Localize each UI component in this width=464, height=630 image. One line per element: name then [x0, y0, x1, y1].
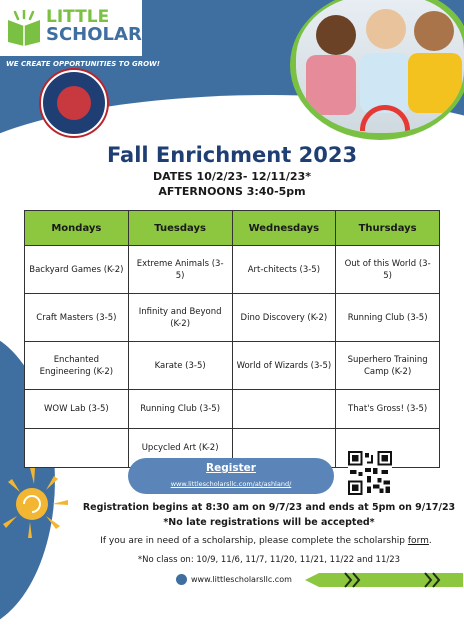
scholarship-notice	[68, 536, 464, 546]
schedule-header-row	[25, 211, 440, 246]
footer-website[interactable]	[176, 575, 292, 584]
table-cell: Running Club (3-5)	[336, 294, 440, 342]
table-row	[25, 294, 440, 342]
ashland-elementary-seal	[41, 70, 107, 136]
little-scholars-logo	[0, 0, 155, 56]
footer-website-link[interactable]: www.littlescholarsllc.com	[191, 575, 292, 584]
table-cell: Dino Discovery (K-2)	[232, 294, 336, 342]
table-cell	[232, 390, 336, 429]
session-times: AFTERNOONS 3:40-5pm	[158, 185, 306, 198]
register-link[interactable]: www.littlescholarsllc.com/at/ashland/	[170, 480, 292, 488]
table-cell: That's Gross! (3-5)	[336, 390, 440, 429]
table-cell: Superhero Training Camp (K-2)	[336, 342, 440, 390]
table-cell: Enchanted Engineering (K-2)	[25, 342, 129, 390]
table-row	[25, 390, 440, 429]
qr-code-icon	[348, 451, 392, 495]
table-cell: Karate (3-5)	[128, 342, 232, 390]
scholarship-suffix: .	[428, 536, 432, 546]
register-button[interactable]	[128, 458, 334, 494]
table-cell: Out of this World (3-5)	[336, 246, 440, 294]
table-cell: Extreme Animals (3-5)	[128, 246, 232, 294]
table-cell: Running Club (3-5)	[128, 390, 232, 429]
page-title: Fall Enrichment 2023	[106, 143, 358, 167]
registration-window: Registration begins at 8:30 am on 9/7/23 and ends at 5pm on 9/17/23	[82, 502, 456, 513]
table-cell: Art-chitects (3-5)	[232, 246, 336, 294]
schedule-table	[24, 210, 440, 468]
table-cell	[25, 429, 129, 468]
sun-icon	[2, 466, 74, 538]
header-tuesdays: Tuesdays	[128, 211, 232, 246]
crayon-icon	[305, 570, 463, 590]
table-row	[25, 246, 440, 294]
tagline: WE CREATE OPPORTUNITIES TO GROW!	[6, 60, 160, 68]
table-cell: Craft Masters (3-5)	[25, 294, 129, 342]
scholarship-form-link[interactable]: form	[407, 536, 429, 546]
children-photo	[290, 0, 464, 140]
scholarship-text: If you are in need of a scholarship, please complete the scholarship	[100, 536, 408, 546]
logo-line-1: LITTLE	[46, 7, 110, 27]
session-dates: DATES 10/2/23- 12/11/23*	[153, 170, 311, 183]
table-row	[25, 342, 440, 390]
header-mondays: Mondays	[25, 211, 129, 246]
seal-emblem	[57, 86, 91, 120]
table-cell: Infinity and Beyond (K-2)	[128, 294, 232, 342]
logo-line-2: SCHOLARS	[46, 24, 155, 45]
register-label[interactable]: Register	[206, 462, 256, 474]
no-class-dates: *No class on: 10/9, 11/6, 11/7, 11/20, 11/21, 11/22 and 11/23	[137, 555, 401, 565]
table-cell: WOW Lab (3-5)	[25, 390, 129, 429]
table-cell: Backyard Games (K-2)	[25, 246, 129, 294]
globe-icon	[176, 574, 187, 585]
table-cell: World of Wizards (3-5)	[232, 342, 336, 390]
book-icon	[6, 10, 42, 46]
header-wednesdays: Wednesdays	[232, 211, 336, 246]
header-thursdays: Thursdays	[336, 211, 440, 246]
table-cell: Upcycled Art (K-2)	[128, 429, 232, 468]
late-registration-notice: *No late registrations will be accepted*	[163, 517, 375, 528]
